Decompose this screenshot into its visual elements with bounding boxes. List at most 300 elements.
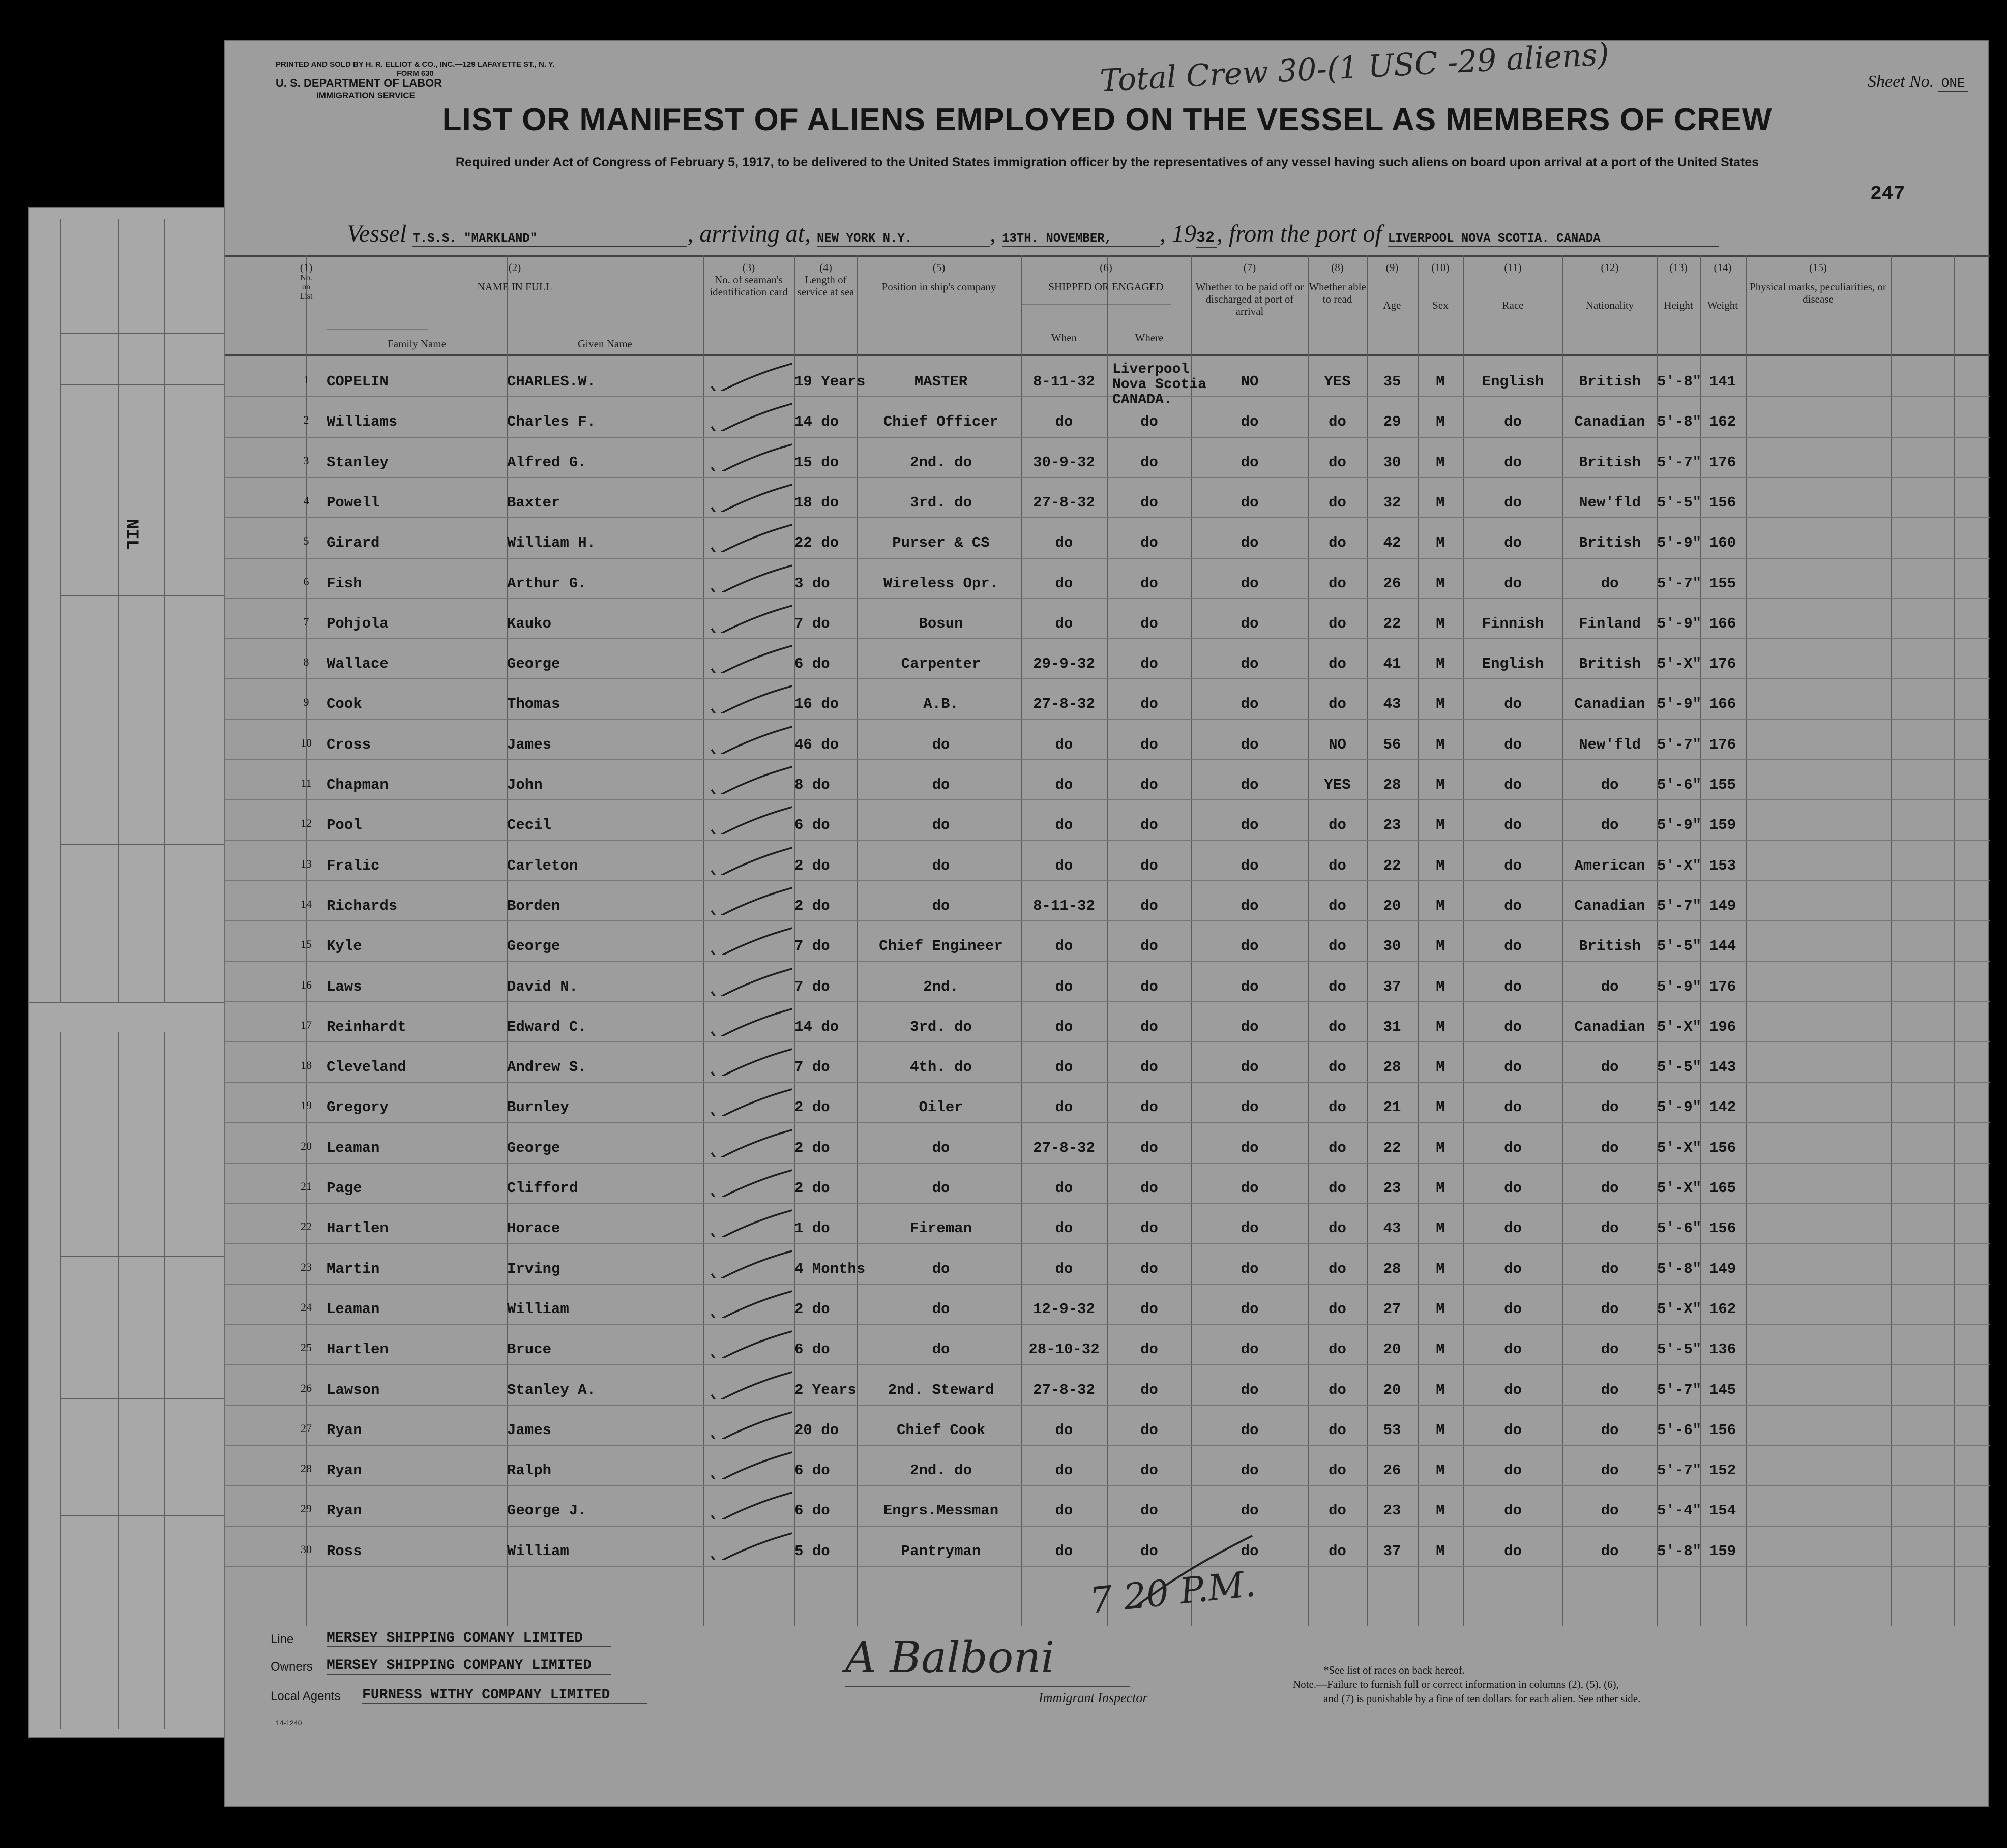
shipped-when: do bbox=[1055, 978, 1073, 995]
shipped-where: do bbox=[1140, 534, 1158, 552]
nationality: British bbox=[1579, 938, 1641, 955]
age: 21 bbox=[1383, 1099, 1401, 1116]
shipped-where: do bbox=[1140, 1462, 1158, 1479]
length-of-service: 2 do bbox=[794, 897, 830, 914]
weight: 154 bbox=[1709, 1502, 1736, 1519]
slip-rule bbox=[60, 219, 61, 1002]
position: do bbox=[932, 897, 950, 914]
family-name: Leaman bbox=[327, 1300, 380, 1318]
check-mark bbox=[705, 1167, 792, 1197]
family-name: Cleveland bbox=[327, 1059, 406, 1076]
height: 5'-X" bbox=[1657, 1180, 1702, 1197]
position: Chief Cook bbox=[896, 1421, 986, 1439]
race: do bbox=[1504, 1300, 1522, 1318]
check-mark bbox=[705, 1328, 792, 1358]
weight: 152 bbox=[1709, 1462, 1736, 1479]
sex: M bbox=[1436, 494, 1445, 511]
length-of-service: 46 do bbox=[794, 736, 839, 753]
check-mark bbox=[705, 1288, 792, 1318]
shipped-where: do bbox=[1140, 655, 1158, 673]
where-header: Where bbox=[1135, 332, 1164, 344]
shipped-where: do bbox=[1140, 696, 1158, 713]
nationality: Finland bbox=[1579, 615, 1641, 632]
shipped-where: do bbox=[1140, 615, 1158, 632]
length-of-service: 14 do bbox=[794, 413, 839, 431]
weight: 149 bbox=[1709, 897, 1736, 914]
race: do bbox=[1504, 1180, 1522, 1197]
shipped-where: do bbox=[1140, 1260, 1158, 1277]
race: do bbox=[1504, 1059, 1522, 1076]
family-name-header: Family Name bbox=[388, 338, 446, 350]
weight: 176 bbox=[1709, 978, 1736, 995]
col2-num: (2) bbox=[508, 261, 521, 274]
position: 2nd. do bbox=[910, 454, 972, 471]
shipped-where: do bbox=[1140, 777, 1158, 793]
col3-label: No. of seaman's identification card bbox=[710, 274, 788, 298]
position: MASTER bbox=[914, 373, 968, 390]
paid-off: do bbox=[1241, 696, 1259, 713]
height: 5'-X" bbox=[1657, 1018, 1702, 1035]
age: 37 bbox=[1383, 1542, 1401, 1560]
able-to-read: do bbox=[1329, 1502, 1346, 1519]
length-of-service: 1 do bbox=[794, 1220, 830, 1237]
position: Carpenter bbox=[901, 655, 981, 673]
nationality: New'fld bbox=[1579, 494, 1641, 511]
row-rule bbox=[225, 598, 1990, 599]
check-stroke bbox=[712, 643, 792, 673]
paid-off: do bbox=[1241, 615, 1259, 632]
height: 5'-7" bbox=[1657, 454, 1702, 471]
nationality: do bbox=[1601, 1300, 1619, 1318]
given-name: George bbox=[507, 938, 560, 955]
check-mark bbox=[705, 1207, 792, 1237]
able-to-read: do bbox=[1329, 1099, 1346, 1116]
length-of-service: 3 do bbox=[794, 575, 830, 592]
age: 20 bbox=[1383, 1341, 1401, 1358]
line-value: MERSEY SHIPPING COMANY LIMITED bbox=[327, 1630, 611, 1647]
shipped-when: do bbox=[1055, 534, 1073, 552]
shipped-where: do bbox=[1140, 1341, 1158, 1358]
able-to-read: do bbox=[1329, 454, 1346, 471]
weight: 149 bbox=[1709, 1260, 1736, 1277]
family-name: Stanley bbox=[327, 454, 389, 471]
race: English bbox=[1482, 655, 1544, 673]
check-mark bbox=[705, 682, 792, 713]
family-name: Leaman bbox=[327, 1139, 380, 1156]
slip-rule bbox=[118, 1032, 119, 1729]
vessel-name: T.S.S. "MARKLAND" bbox=[412, 232, 687, 247]
shipped-when: 27-8-32 bbox=[1033, 1139, 1095, 1156]
age: 53 bbox=[1383, 1421, 1401, 1439]
row-rule bbox=[225, 1163, 1990, 1164]
able-to-read: do bbox=[1329, 413, 1346, 431]
paid-off: do bbox=[1241, 413, 1259, 431]
race: do bbox=[1504, 575, 1522, 592]
row-rule bbox=[225, 1405, 1990, 1406]
col12-header bbox=[1562, 261, 1657, 311]
race: do bbox=[1504, 454, 1522, 471]
row-rule bbox=[225, 1041, 1990, 1042]
age: 32 bbox=[1383, 494, 1401, 511]
sex: M bbox=[1436, 1180, 1445, 1197]
age: 56 bbox=[1383, 736, 1401, 753]
row-number: 25 bbox=[301, 1341, 312, 1354]
able-to-read: do bbox=[1329, 1139, 1346, 1156]
sex: M bbox=[1436, 1421, 1445, 1439]
col12-label: Nationality bbox=[1585, 299, 1634, 311]
given-name: Irving bbox=[507, 1260, 560, 1277]
col15-label: Physical marks, peculiarities, or disease bbox=[1750, 281, 1886, 305]
col9-num: (9) bbox=[1385, 261, 1399, 274]
nationality: do bbox=[1601, 777, 1619, 793]
nationality: Canadian bbox=[1574, 897, 1645, 914]
shipped-where: do bbox=[1140, 857, 1158, 874]
age: 23 bbox=[1383, 1180, 1401, 1197]
given-name: George bbox=[507, 655, 560, 673]
row-rule bbox=[225, 799, 1990, 800]
weight: 145 bbox=[1709, 1381, 1736, 1398]
col8-num: (8) bbox=[1331, 261, 1344, 274]
given-name: Edward C. bbox=[507, 1018, 587, 1035]
weight: 160 bbox=[1709, 534, 1736, 552]
shipped-when: 12-9-32 bbox=[1033, 1300, 1095, 1318]
race: do bbox=[1504, 817, 1522, 834]
shipped-where: do bbox=[1140, 1018, 1158, 1035]
col6-num: (6) bbox=[1100, 261, 1112, 274]
position: Wireless Opr. bbox=[883, 575, 999, 592]
col15-num: (15) bbox=[1809, 261, 1827, 274]
header-sub-rule bbox=[1021, 304, 1171, 305]
row-rule bbox=[225, 1001, 1990, 1002]
row-number: 28 bbox=[301, 1462, 312, 1475]
check-mark bbox=[705, 1046, 792, 1076]
row-number: 21 bbox=[301, 1180, 312, 1193]
shipped-when: 8-11-32 bbox=[1033, 373, 1095, 390]
paid-off: do bbox=[1241, 736, 1259, 753]
given-name: William H. bbox=[507, 534, 596, 552]
shipped-when: do bbox=[1055, 736, 1073, 753]
row-rule bbox=[225, 558, 1990, 559]
shipped-when: do bbox=[1055, 1421, 1073, 1439]
paid-off: do bbox=[1241, 1180, 1259, 1197]
shipped-when: 28-10-32 bbox=[1028, 1341, 1100, 1358]
given-name: Borden bbox=[507, 897, 560, 914]
note-races: *See list of races on back hereof. bbox=[1323, 1664, 1465, 1676]
age: 29 bbox=[1383, 413, 1401, 431]
slip-rule bbox=[60, 844, 232, 845]
length-of-service: 7 do bbox=[794, 938, 830, 955]
weight: 156 bbox=[1709, 1220, 1736, 1237]
height: 5'-6" bbox=[1657, 1220, 1702, 1237]
length-of-service: 7 do bbox=[794, 978, 830, 995]
given-name: George J. bbox=[507, 1502, 587, 1519]
shipped-where: do bbox=[1140, 1502, 1158, 1519]
paid-off: do bbox=[1241, 1059, 1259, 1076]
race: do bbox=[1504, 736, 1522, 753]
shipped-where: do bbox=[1140, 1099, 1158, 1116]
able-to-read: do bbox=[1329, 494, 1346, 511]
given-name: William bbox=[507, 1542, 569, 1560]
nationality: Canadian bbox=[1574, 1018, 1645, 1035]
weight: 165 bbox=[1709, 1180, 1736, 1197]
col3-header bbox=[703, 261, 794, 298]
height: 5'-8" bbox=[1657, 413, 1702, 431]
height: 5'-9" bbox=[1657, 696, 1702, 713]
able-to-read: do bbox=[1329, 1341, 1346, 1358]
col6-header bbox=[1021, 261, 1191, 293]
col12-num: (12) bbox=[1601, 261, 1619, 274]
weight: 155 bbox=[1709, 777, 1736, 793]
shipped-when: do bbox=[1055, 817, 1073, 834]
col7-label: Whether to be paid off or discharged at port of arrival bbox=[1195, 281, 1304, 317]
check-mark bbox=[705, 1086, 792, 1116]
weight: 166 bbox=[1709, 696, 1736, 713]
check-mark bbox=[705, 481, 792, 512]
given-name: Andrew S. bbox=[507, 1059, 587, 1076]
height: 5'-8" bbox=[1657, 373, 1702, 390]
age: 27 bbox=[1383, 1300, 1401, 1318]
nationality: Canadian bbox=[1574, 413, 1645, 431]
paid-off: do bbox=[1241, 494, 1259, 511]
col4-num: (4) bbox=[819, 261, 832, 274]
sex: M bbox=[1436, 817, 1445, 834]
col7-num: (7) bbox=[1243, 261, 1256, 274]
able-to-read: YES bbox=[1324, 373, 1351, 390]
col-divider bbox=[1954, 255, 1955, 1626]
weight: 176 bbox=[1709, 454, 1736, 471]
handwritten-total: Total Crew 30-(1 USC -29 aliens) bbox=[1099, 36, 1610, 99]
shipped-where: do bbox=[1140, 1421, 1158, 1439]
col15-header bbox=[1746, 261, 1891, 305]
paid-off: do bbox=[1241, 1300, 1259, 1318]
paid-off: do bbox=[1241, 1502, 1259, 1519]
paid-off: do bbox=[1241, 1220, 1259, 1237]
shipped-where: do bbox=[1140, 575, 1158, 592]
age: 42 bbox=[1383, 534, 1401, 552]
position: do bbox=[932, 1139, 950, 1156]
position: do bbox=[932, 817, 950, 834]
position: do bbox=[932, 1341, 950, 1358]
nationality: do bbox=[1601, 1542, 1619, 1560]
sex: M bbox=[1436, 1381, 1445, 1398]
family-name: Laws bbox=[327, 978, 362, 995]
check-stroke bbox=[712, 1410, 792, 1439]
col9-header bbox=[1367, 261, 1418, 311]
able-to-read: YES bbox=[1324, 777, 1351, 793]
col11-header bbox=[1463, 261, 1562, 311]
row-rule bbox=[225, 1566, 1990, 1567]
row-rule bbox=[225, 638, 1990, 639]
height: 5'-4" bbox=[1657, 1502, 1702, 1519]
row-number: 23 bbox=[301, 1260, 312, 1273]
given-name: Baxter bbox=[507, 494, 560, 511]
col13-num: (13) bbox=[1669, 261, 1688, 274]
given-name: James bbox=[507, 736, 552, 753]
check-mark bbox=[705, 763, 792, 794]
slip-rule bbox=[60, 333, 232, 334]
able-to-read: do bbox=[1329, 857, 1346, 874]
row-number: 26 bbox=[301, 1381, 312, 1394]
age: 31 bbox=[1383, 1018, 1401, 1035]
check-stroke bbox=[712, 845, 792, 875]
position: 2nd. bbox=[923, 978, 959, 995]
length-of-service: 6 do bbox=[794, 817, 830, 834]
race: Finnish bbox=[1482, 615, 1544, 632]
weight: 142 bbox=[1709, 1099, 1736, 1116]
row-rule bbox=[225, 437, 1990, 438]
col1-label: No. on List bbox=[300, 274, 313, 301]
note-penalty-2: and (7) is punishable by a fine of ten dollars for each alien. See other side. bbox=[1323, 1692, 1641, 1705]
first-where-line: CANADA. bbox=[1112, 392, 1172, 408]
age: 37 bbox=[1383, 978, 1401, 995]
given-name-header: Given Name bbox=[578, 338, 632, 350]
family-name: Richards bbox=[327, 897, 398, 914]
nationality: do bbox=[1601, 817, 1619, 834]
height: 5'-9" bbox=[1657, 978, 1702, 995]
height: 5'-9" bbox=[1657, 817, 1702, 834]
length-of-service: 2 do bbox=[794, 1099, 830, 1116]
family-name: Fish bbox=[327, 575, 362, 592]
family-name: Ross bbox=[327, 1542, 362, 1560]
length-of-service: 8 do bbox=[794, 777, 830, 793]
weight: 143 bbox=[1709, 1059, 1736, 1076]
row-rule bbox=[225, 1526, 1990, 1527]
row-number: 1 bbox=[303, 373, 309, 386]
sex: M bbox=[1436, 1260, 1445, 1277]
shipped-where: do bbox=[1140, 494, 1158, 511]
given-name: David N. bbox=[507, 978, 578, 995]
nationality: do bbox=[1601, 1341, 1619, 1358]
nationality: British bbox=[1579, 534, 1641, 552]
sex: M bbox=[1436, 1059, 1445, 1076]
check-stroke bbox=[712, 522, 792, 552]
check-mark bbox=[705, 602, 792, 633]
row-rule bbox=[225, 1122, 1990, 1123]
weight: 141 bbox=[1709, 373, 1736, 390]
line-label: Line bbox=[271, 1632, 294, 1646]
row-rule bbox=[225, 1445, 1990, 1446]
shipped-when: do bbox=[1055, 615, 1073, 632]
nationality: New'fld bbox=[1579, 736, 1641, 753]
row-number: 13 bbox=[301, 857, 312, 870]
age: 28 bbox=[1383, 1260, 1401, 1277]
slip-rule bbox=[60, 1515, 232, 1516]
check-stroke bbox=[712, 1087, 792, 1116]
weight: 159 bbox=[1709, 1542, 1736, 1560]
position: do bbox=[932, 1300, 950, 1318]
given-name: Carleton bbox=[507, 857, 578, 874]
position: Fireman bbox=[910, 1220, 972, 1237]
given-name: Cecil bbox=[507, 817, 552, 834]
shipped-where: do bbox=[1140, 1381, 1158, 1398]
race: do bbox=[1504, 1099, 1522, 1116]
form-code: 14-1240 bbox=[276, 1719, 302, 1727]
check-stroke bbox=[712, 1168, 792, 1197]
nationality: do bbox=[1601, 978, 1619, 995]
row-rule bbox=[225, 1082, 1990, 1083]
race: English bbox=[1482, 373, 1544, 390]
paid-off: do bbox=[1241, 655, 1259, 673]
pencil-mark bbox=[1130, 1531, 1262, 1612]
height: 5'-9" bbox=[1657, 1099, 1702, 1116]
family-name: Ryan bbox=[327, 1421, 362, 1439]
age: 20 bbox=[1383, 1381, 1401, 1398]
length-of-service: 2 do bbox=[794, 1300, 830, 1318]
col-divider bbox=[1891, 255, 1892, 1626]
race: do bbox=[1504, 1139, 1522, 1156]
check-mark bbox=[705, 1005, 792, 1036]
shipped-when: 30-9-32 bbox=[1033, 454, 1095, 471]
sheet-label: Sheet No. bbox=[1868, 72, 1934, 91]
shipped-when: do bbox=[1055, 1502, 1073, 1519]
row-number: 9 bbox=[303, 696, 309, 709]
paid-off: do bbox=[1241, 534, 1259, 552]
col10-num: (10) bbox=[1431, 261, 1450, 274]
nationality: American bbox=[1574, 857, 1645, 874]
able-to-read: do bbox=[1329, 1180, 1346, 1197]
given-name: Charles F. bbox=[507, 413, 596, 431]
slip-rule bbox=[60, 384, 232, 385]
sex: M bbox=[1436, 1300, 1445, 1318]
family-name: Page bbox=[327, 1180, 362, 1197]
weight: 162 bbox=[1709, 413, 1736, 431]
col11-label: Race bbox=[1502, 299, 1524, 311]
position: Oiler bbox=[919, 1099, 963, 1116]
shipped-where: do bbox=[1140, 978, 1158, 995]
row-rule bbox=[225, 1243, 1990, 1244]
check-mark bbox=[705, 400, 792, 431]
weight: 144 bbox=[1709, 938, 1736, 955]
given-name: Arthur G. bbox=[507, 575, 587, 592]
check-mark bbox=[705, 521, 792, 552]
check-mark bbox=[705, 1247, 792, 1278]
paid-off: do bbox=[1241, 575, 1259, 592]
age: 26 bbox=[1383, 575, 1401, 592]
col3-num: (3) bbox=[742, 261, 755, 274]
shipped-when: do bbox=[1055, 1220, 1073, 1237]
age: 43 bbox=[1383, 696, 1401, 713]
col4-header bbox=[794, 261, 857, 298]
first-where-line: Liverpool bbox=[1112, 362, 1190, 377]
check-stroke bbox=[712, 361, 792, 391]
row-number: 17 bbox=[301, 1018, 312, 1031]
col11-num: (11) bbox=[1504, 261, 1522, 274]
col7-header bbox=[1191, 261, 1308, 317]
able-to-read: do bbox=[1329, 1462, 1346, 1479]
check-mark bbox=[705, 1449, 792, 1479]
height: 5'-6" bbox=[1657, 777, 1702, 793]
height: 5'-9" bbox=[1657, 534, 1702, 552]
age: 30 bbox=[1383, 454, 1401, 471]
able-to-read: do bbox=[1329, 1381, 1346, 1398]
family-name: Pool bbox=[327, 817, 362, 834]
given-name: Horace bbox=[507, 1220, 560, 1237]
check-stroke bbox=[712, 1289, 792, 1318]
paid-off: do bbox=[1241, 1542, 1259, 1560]
department: U. S. DEPARTMENT OF LABOR bbox=[276, 77, 442, 90]
length-of-service: 7 do bbox=[794, 615, 830, 632]
row-rule bbox=[225, 719, 1990, 720]
shipped-when: do bbox=[1055, 857, 1073, 874]
race: do bbox=[1504, 1462, 1522, 1479]
row-rule bbox=[225, 477, 1990, 478]
age: 23 bbox=[1383, 1502, 1401, 1519]
race: do bbox=[1504, 978, 1522, 995]
height: 5'-X" bbox=[1657, 1300, 1702, 1318]
position: do bbox=[932, 777, 950, 793]
nationality: do bbox=[1601, 1421, 1619, 1439]
family-name: COPELIN bbox=[327, 373, 389, 390]
